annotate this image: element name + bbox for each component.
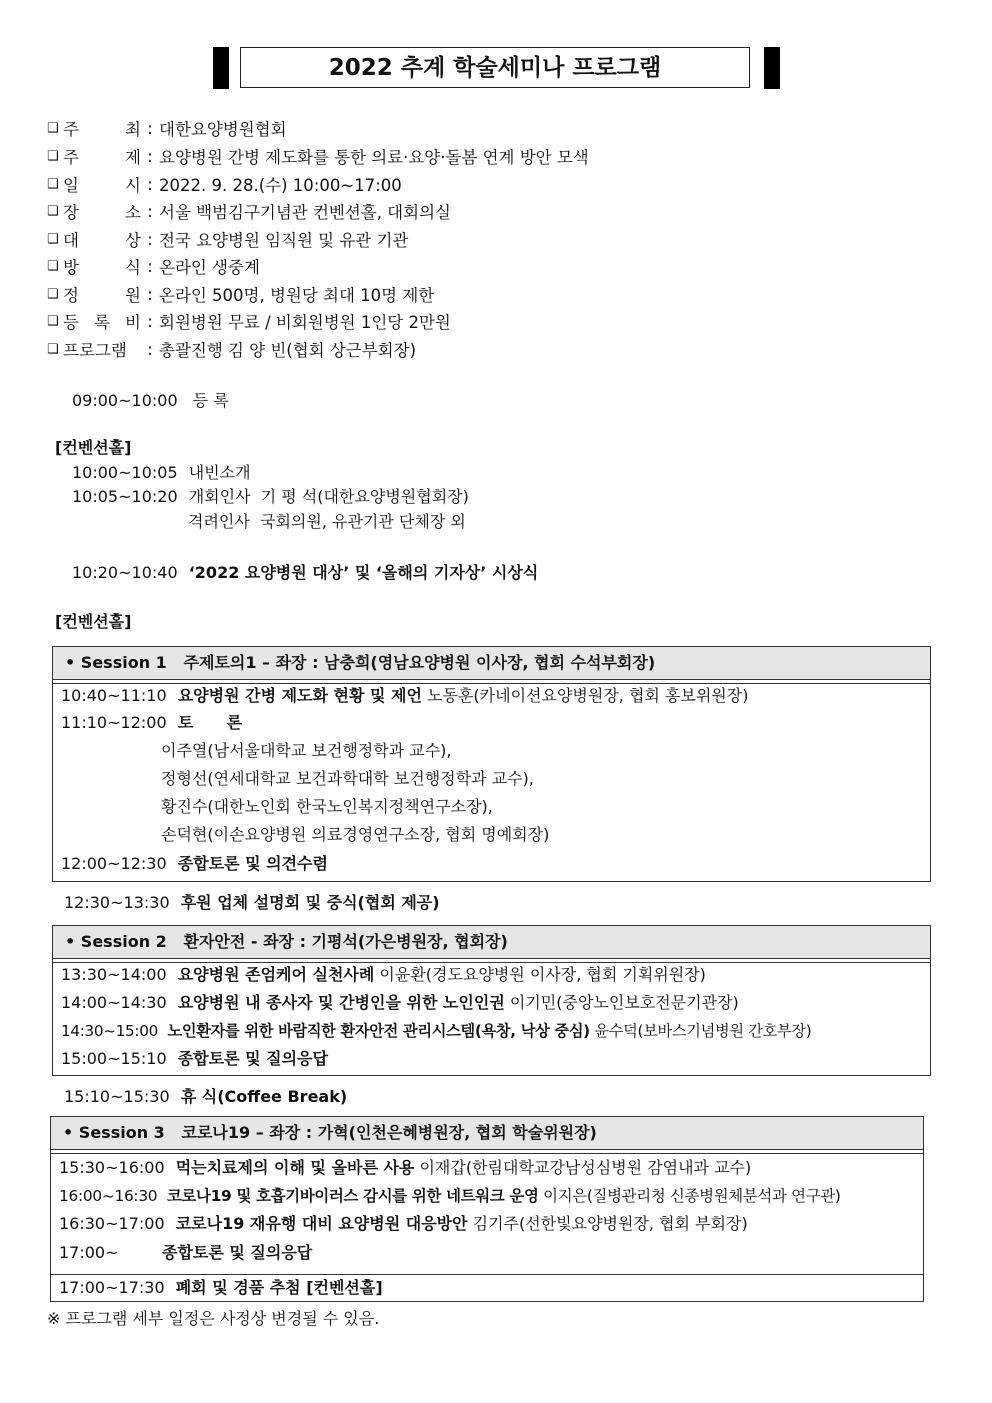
info-colon: :: [147, 311, 153, 331]
title-right-bar: [764, 47, 780, 89]
s2-title-4: 종합토론 및 질의응답: [177, 1049, 328, 1068]
panel-4: 손덕현(이손요양병원 의료경영연구소장, 협회 명예회장): [161, 825, 550, 844]
info-value: 회원병원 무료 / 비회원병원 1인당 2만원: [159, 313, 451, 332]
hall-label-2: [컨벤션홀]: [55, 612, 132, 631]
s1-time-1: 10:40~11:10: [61, 686, 167, 705]
session3-header: • Session 3 코로나19 – 좌장 : 가혁(인천은혜병원장, 협회 학술위원장): [50, 1116, 924, 1150]
info-colon: :: [147, 229, 153, 249]
checkbox-bullet-icon: ❑: [47, 313, 59, 329]
info-row: [47, 200, 451, 222]
checkbox-bullet-icon: ❑: [47, 258, 59, 274]
s2-time-2: 14:00~14:30: [61, 993, 167, 1012]
info-label: 등 록 비: [63, 313, 141, 332]
opening-row-1: [72, 462, 251, 484]
s1-closing-time: 12:00~12:30: [61, 854, 167, 873]
s2-time-1: 13:30~14:00: [61, 965, 167, 984]
s2-time-4: 15:00~15:10: [61, 1049, 167, 1068]
info-label: 정 원: [63, 286, 141, 305]
s1-title-2: 토 론: [177, 713, 243, 732]
session1-header: • Session 1 주제토의1 – 좌장 : 남충희(영남요양병원 이사장, 협회 수석부회장): [52, 646, 931, 680]
opening-text-2: 개회인사 기 평 석(대한요양병원협회장): [188, 487, 469, 506]
info-row: [47, 310, 451, 332]
info-row: [47, 228, 408, 250]
panel-3: 황진수(대한노인회 한국노인복지정책연구소장),: [161, 797, 493, 816]
opening-time-2: 10:05~10:20: [72, 487, 178, 506]
info-row: [47, 338, 416, 360]
info-label: 주 제: [63, 148, 141, 167]
info-colon: :: [147, 146, 153, 166]
s2-title-3: 노인환자를 위한 바람직한 환자안전 관리시스템(욕창, 낙상 중심): [167, 1022, 590, 1040]
s1-closing-title: 종합토론 및 의견수렴: [177, 854, 328, 873]
s3-time-4: 17:00~: [59, 1243, 119, 1262]
s3-speaker-2: 이지은(질병관리청 신종병원체분석과 연구관): [538, 1187, 841, 1205]
s3-title-3: 코로나19 재유행 대비 요양병원 대응방안: [175, 1214, 468, 1233]
s2-speaker-3: 윤수덕(보바스기념병원 간호부장): [589, 1022, 812, 1040]
s3-title-4: 종합토론 및 질의응답: [162, 1243, 313, 1262]
title-left-bar: [213, 47, 229, 89]
info-label: 프로그램: [63, 341, 127, 360]
session3-closing: [59, 1277, 383, 1299]
info-value: 2022. 9. 28.(수) 10:00~17:00: [159, 176, 402, 195]
s3-speaker-3: 김기주(선한빛요양병원장, 협회 부회장): [467, 1214, 748, 1233]
s3-title-2: 코로나19 및 호흡기바이러스 감시를 위한 네트워크 운영: [166, 1187, 539, 1205]
page-title: 2022 추계 학술세미나 프로그램: [240, 47, 750, 88]
session2-header: • Session 2 환자안전 - 좌장 : 기평석(가은병원장, 협회장): [52, 925, 931, 959]
checkbox-bullet-icon: ❑: [47, 176, 59, 192]
s3-speaker-1: 이재갑(한림대학교강남성심병원 감염내과 교수): [414, 1158, 752, 1177]
s2-speaker-1: 이윤환(경도요양병원 이사장, 협회 기획위원장): [374, 965, 706, 984]
info-value: 서울 백범김구기념관 컨벤션홀, 대회의실: [159, 203, 451, 222]
s3-closing-time: 17:00~17:30: [59, 1278, 165, 1297]
session3-row-1: [59, 1157, 751, 1179]
info-row: [47, 117, 287, 139]
session2-row-4: [61, 1048, 328, 1070]
break-text: 휴 식(Coffee Break): [180, 1087, 348, 1106]
session1-closing: [61, 853, 328, 875]
s3-time-2: 16:00~16:30: [59, 1187, 158, 1205]
hall-label-1: [컨벤션홀]: [55, 438, 132, 457]
s1-time-2: 11:10~12:00: [61, 713, 167, 732]
session2-row-2: [61, 992, 739, 1014]
info-value: 대한요양병원협회: [159, 120, 287, 139]
info-label: 방 식: [63, 258, 141, 277]
panel-1: 이주열(남서울대학교 보건행정학과 교수),: [161, 741, 452, 760]
registration-line: [72, 390, 229, 412]
panel-2: 정형선(연세대학교 보건과학대학 보건행정학과 교수),: [161, 769, 534, 788]
break-time: 15:10~15:30: [64, 1087, 170, 1106]
info-colon: :: [147, 174, 153, 194]
info-label: 주 최: [63, 120, 141, 139]
lunch-line: [64, 892, 440, 914]
lunch-time: 12:30~13:30: [64, 893, 170, 912]
opening-row-2: [72, 486, 469, 508]
award-text: ‘2022 요양병원 대상’ 및 ‘올해의 기자상’ 시상식: [188, 563, 539, 582]
award-time: 10:20~10:40: [72, 563, 178, 582]
s3-time-1: 15:30~16:00: [59, 1158, 165, 1177]
info-colon: :: [147, 201, 153, 221]
checkbox-bullet-icon: ❑: [47, 120, 59, 136]
s3-closing-title: 폐회 및 경품 추첨 [컨벤션홀]: [175, 1278, 383, 1297]
info-label: 대 상: [63, 231, 141, 250]
registration-text: 등 록: [192, 391, 229, 410]
opening-row-3: [188, 511, 466, 533]
checkbox-bullet-icon: ❑: [47, 286, 59, 302]
s1-title-1: 요양병원 간병 제도화 현황 및 제언: [177, 686, 422, 705]
info-value: 요양병원 간병 제도화를 통한 의료·요양·돌봄 연계 방안 모색: [159, 148, 589, 167]
info-colon: :: [147, 118, 153, 138]
info-row: [47, 283, 434, 305]
s3-title-1: 먹는치료제의 이해 및 올바른 사용: [175, 1158, 415, 1177]
registration-time: 09:00~10:00: [72, 391, 178, 410]
lunch-text: 후원 업체 설명회 및 중식(협회 제공): [180, 893, 440, 912]
checkbox-bullet-icon: ❑: [47, 203, 59, 219]
session2-row-3: [61, 1020, 811, 1042]
info-value: 온라인 500명, 병원당 최대 10명 제한: [159, 286, 435, 305]
info-colon: :: [147, 256, 153, 276]
checkbox-bullet-icon: ❑: [47, 231, 59, 247]
session3-body: [50, 1150, 924, 1302]
info-row: [47, 255, 260, 277]
checkbox-bullet-icon: ❑: [47, 341, 59, 357]
info-colon: :: [147, 339, 153, 359]
info-label: 일 시: [63, 176, 141, 195]
s1-speaker-1: 노동훈(카네이션요양병원장, 협회 홍보위원장): [421, 686, 749, 705]
session2-row-1: [61, 964, 706, 986]
checkbox-bullet-icon: ❑: [47, 148, 59, 164]
award-line: [72, 562, 538, 584]
opening-text-1: 내빈소개: [188, 463, 251, 482]
s2-time-3: 14:30~15:00: [61, 1022, 158, 1040]
opening-text-3: 격려인사 국회의원, 유관기관 단체장 외: [188, 512, 466, 531]
info-colon: :: [147, 284, 153, 304]
info-value: 온라인 생중계: [159, 258, 260, 277]
session1-body: [52, 680, 931, 882]
session2-body: [52, 959, 931, 1076]
s2-title-1: 요양병원 존엄케어 실천사례: [177, 965, 375, 984]
session3-row-2: [59, 1185, 841, 1207]
s3-time-3: 16:30~17:00: [59, 1214, 165, 1233]
session3-row-3: [59, 1213, 748, 1235]
footnote: ※ 프로그램 세부 일정은 사정상 변경될 수 있음.: [47, 1309, 380, 1328]
info-value: 전국 요양병원 임직원 및 유관 기관: [159, 231, 409, 250]
opening-time-1: 10:00~10:05: [72, 463, 178, 482]
session3-row-4: [59, 1242, 312, 1264]
s2-title-2: 요양병원 내 종사자 및 간병인을 위한 노인인권: [177, 993, 505, 1012]
session1-row-1: [61, 685, 748, 707]
break-line: [64, 1086, 347, 1108]
info-label: 장 소: [63, 203, 141, 222]
info-row: [47, 145, 589, 167]
session1-row-2: [61, 712, 242, 734]
s2-speaker-2: 이기민(중앙노인보호전문기관장): [504, 993, 739, 1012]
info-row: [47, 173, 402, 195]
info-value: 총괄진행 김 양 빈(협회 상근부회장): [159, 341, 416, 360]
